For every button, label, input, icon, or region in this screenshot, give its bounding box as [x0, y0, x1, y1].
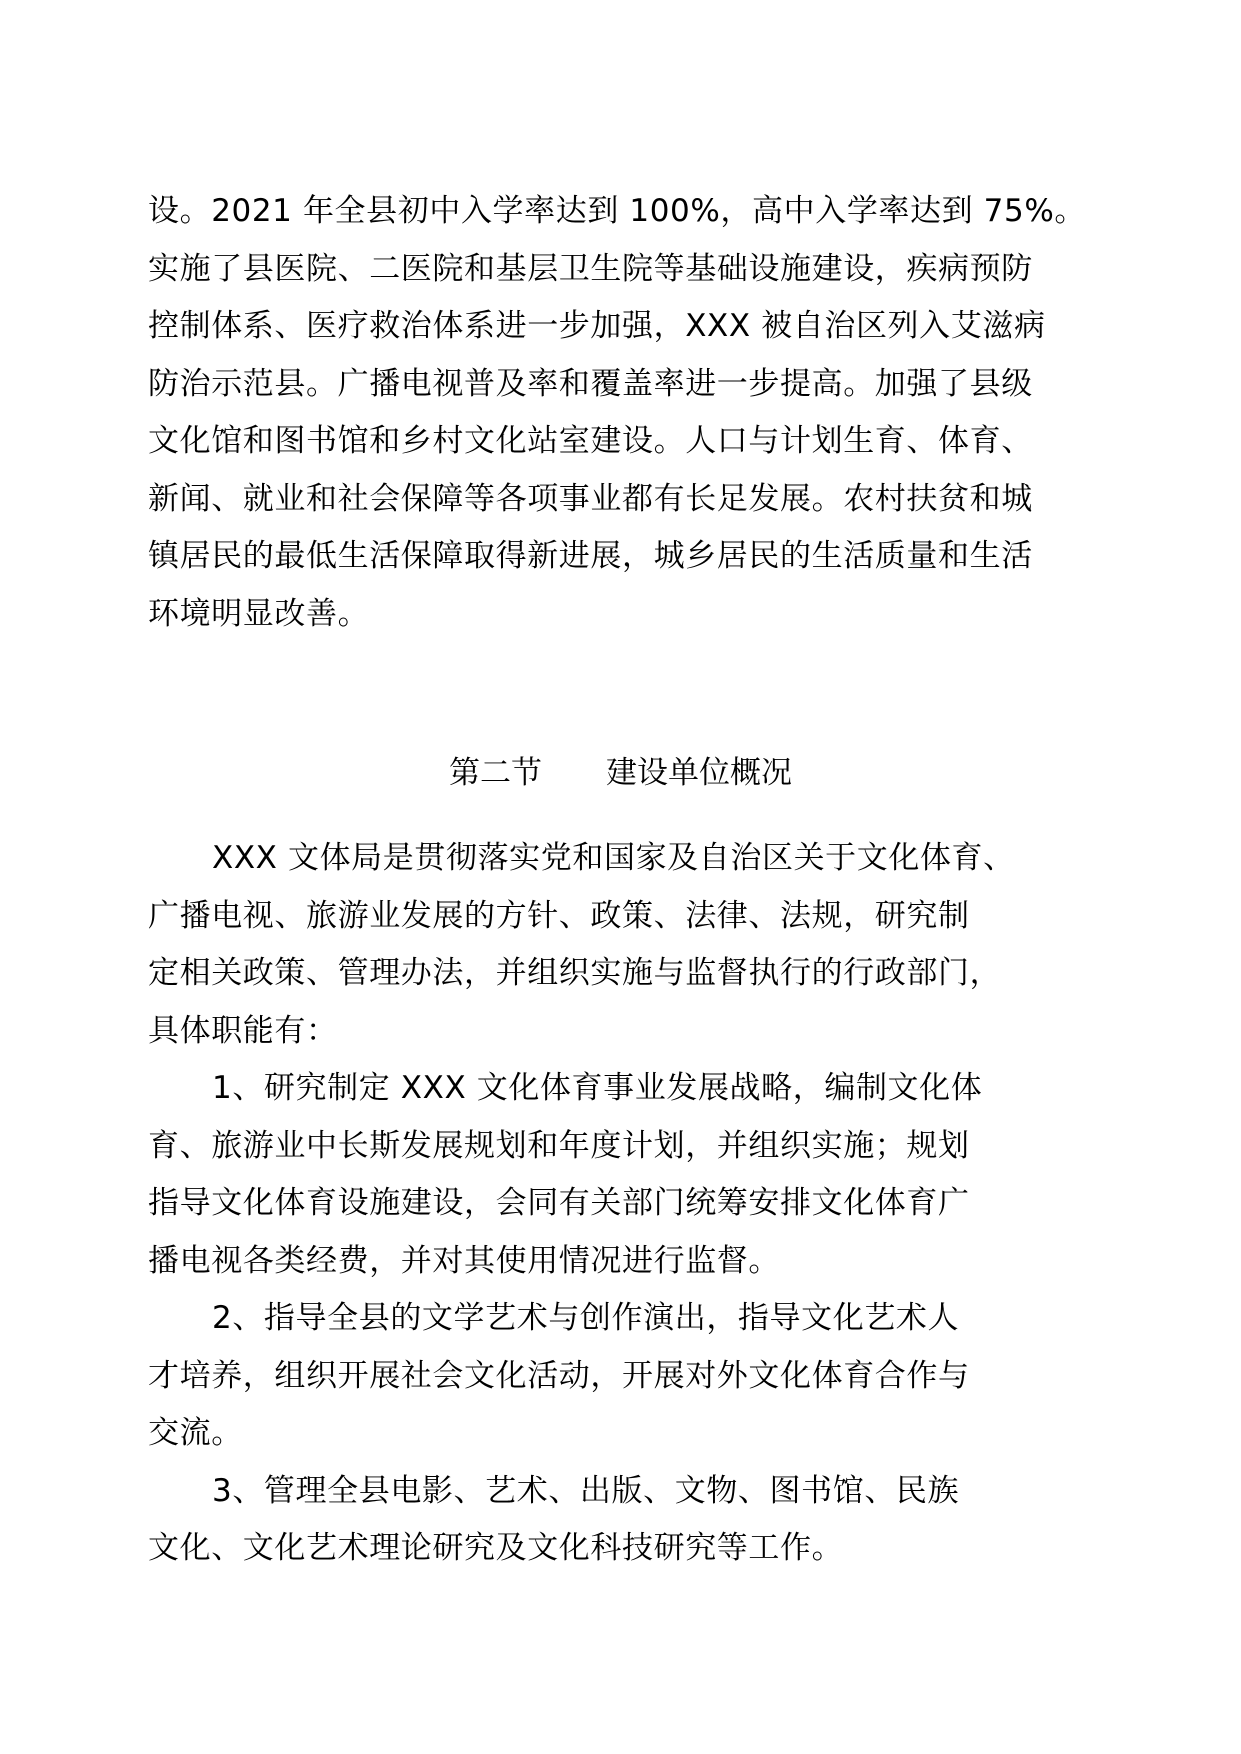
- section-heading: [0, 745, 1241, 803]
- text-line: 交流。: [148, 1415, 243, 1451]
- text-line: 才培养，组织开展社会文化活动，开展对外文化体育合作与: [148, 1357, 970, 1394]
- text-line: 1、研究制定 XXX 文化体育事业发展战略，编制文化体: [212, 1070, 983, 1106]
- text-line: 育、旅游业中长斯发展规划和年度计划，并组织实施；规划: [148, 1127, 970, 1164]
- text-line: 防治示范县。广播电视普及率和覆盖率进一步提高。加强了县级: [148, 365, 1033, 402]
- text-line: 定相关政策、管理办法，并组织实施与监督执行的行政部门，: [148, 955, 1002, 991]
- text-line: XXX 文体局是贯彻落实党和国家及自治区关于文化体育、: [212, 840, 1015, 876]
- text-line: 2、指导全县的文学艺术与创作演出，指导文化艺术人: [212, 1300, 960, 1336]
- text-line: 实施了县医院、二医院和基层卫生院等基础设施建设，疾病预防: [148, 250, 1033, 287]
- text-line: 广播电视、旅游业发展的方针、政策、法律、法规，研究制: [148, 897, 970, 934]
- section-number: 第二节: [449, 755, 542, 791]
- text-line: 文化、文化艺术理论研究及文化科技研究等工作。: [148, 1530, 844, 1566]
- section-title: 建设单位概况: [606, 755, 792, 791]
- text-line: 设。2021 年全县初中入学率达到 100%，高中入学率达到 75%。: [148, 193, 1086, 229]
- text-line: 播电视各类经费，并对其使用情况进行监督。: [148, 1242, 780, 1279]
- text-line: 文化馆和图书馆和乡村文化站室建设。人口与计划生育、体育、: [148, 423, 1033, 459]
- text-line: 控制体系、医疗救治体系进一步加强，XXX 被自治区列入艾滋病: [148, 308, 1046, 344]
- text-line: 镇居民的最低生活保障取得新进展，城乡居民的生活质量和生活: [148, 538, 1033, 574]
- text-line: 环境明显改善。: [148, 595, 370, 632]
- text-line: 指导文化体育设施建设，会同有关部门统筹安排文化体育广: [148, 1185, 970, 1221]
- body-text: [148, 830, 1093, 1578]
- text-line: 具体职能有：: [148, 1012, 338, 1049]
- text-line: 新闻、就业和社会保障等各项事业都有长足发展。农村扶贫和城: [148, 480, 1033, 517]
- paragraph-continued: [148, 183, 1093, 643]
- text-line: 3、管理全县电影、艺术、出版、文物、图书馆、民族: [212, 1472, 960, 1509]
